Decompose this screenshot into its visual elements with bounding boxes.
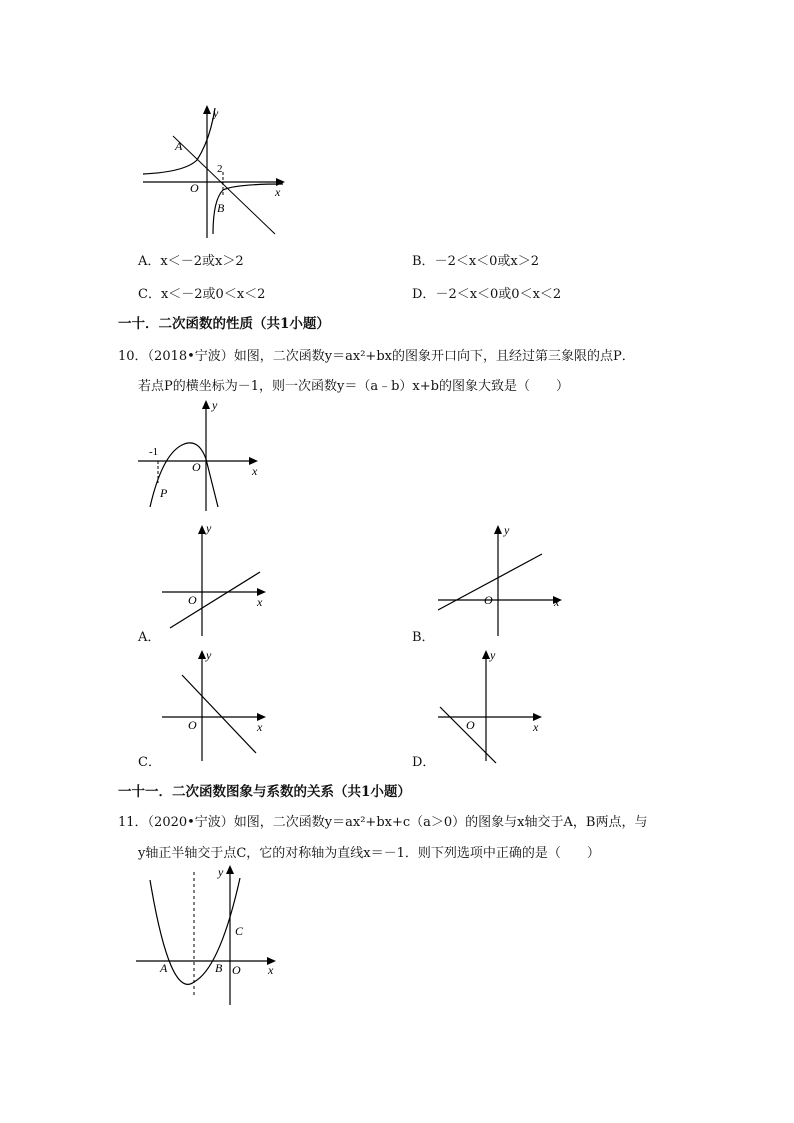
section-10-heading: 一十．二次函数的性质（共1小题） <box>118 316 330 332</box>
origin-label: O <box>484 593 493 607</box>
y-axis-label: y <box>213 106 219 120</box>
q9-option-b[interactable] <box>412 250 539 269</box>
point-a-label: A <box>175 139 183 153</box>
origin-label: O <box>192 460 201 474</box>
q11-stem-line-2: y轴正半轴交于点C，它的对称轴为直线x＝－1．则下列选项中正确的是（ ） <box>138 846 600 861</box>
q10-stem-line-2: 若点P的横坐标为－1，则一次函数y＝（a﹣b）x+b的图象大致是（ ） <box>138 379 569 394</box>
q10-stem-line-1: 10．（2018•宁波）如图，二次函数y＝ax²+bx的图象开口向下，且经过第三象限的点P． <box>118 349 635 364</box>
option-letter: B． <box>412 254 435 269</box>
q11-figure <box>130 860 290 1010</box>
x-axis-label: x <box>257 720 263 734</box>
q11-stem-line-1: 11．（2020•宁波）如图，二次函数y＝ax²+bx+c（a＞0）的图象与x轴交于A，B两点，与 <box>118 815 648 830</box>
point-p-label: P <box>160 486 168 500</box>
y-axis-label: y <box>206 648 212 662</box>
x-axis-label: x <box>533 720 539 734</box>
q10-option-c-graph[interactable] <box>158 645 278 765</box>
point-b-label: B <box>215 961 223 975</box>
q9-figure <box>135 100 295 240</box>
y-axis-label: y <box>218 865 224 879</box>
q9-option-a[interactable] <box>138 250 244 269</box>
option-letter: D． <box>412 287 436 302</box>
origin-label: O <box>188 593 197 607</box>
section-11-heading: 一十一．二次函数图象与系数的关系（共1小题） <box>118 784 411 800</box>
origin-label: O <box>232 963 241 977</box>
option-text: x＜－2或x＞2 <box>160 254 244 269</box>
x-axis-label: x <box>252 464 258 478</box>
option-text: －2＜x＜0或0＜x＜2 <box>435 287 562 302</box>
q10-option-a-label[interactable]: A． <box>138 630 161 645</box>
x-axis-label: x <box>268 963 274 977</box>
origin-label: O <box>466 718 475 732</box>
point-c-label: C <box>235 924 244 938</box>
option-letter: A． <box>138 254 161 269</box>
q10-option-c-label[interactable]: C． <box>138 755 161 770</box>
y-axis-label: y <box>504 523 510 537</box>
q10-option-d-label[interactable]: D． <box>412 755 436 770</box>
q10-option-d-graph[interactable] <box>434 645 554 765</box>
q10-option-b-graph[interactable] <box>434 520 574 640</box>
y-axis-label: y <box>212 398 218 412</box>
point-a-label: A <box>160 961 168 975</box>
q10-option-b-label[interactable]: B． <box>412 630 435 645</box>
tick-neg1-label: -1 <box>149 446 159 458</box>
x-axis-label: x <box>275 185 281 199</box>
q9-option-d[interactable] <box>412 283 561 302</box>
q10-figure <box>132 395 272 515</box>
option-text: －2＜x＜0或x＞2 <box>434 254 540 269</box>
x-axis-label: x <box>554 595 560 609</box>
q10-option-a-graph[interactable] <box>158 520 278 640</box>
option-letter: C． <box>138 287 161 302</box>
q9-option-c[interactable] <box>138 283 265 302</box>
origin-label: O <box>188 718 197 732</box>
x-axis-label: x <box>257 595 263 609</box>
origin-label: O <box>190 181 199 195</box>
option-text: x＜－2或0＜x＜2 <box>160 287 266 302</box>
tick-2-label: 2 <box>217 163 223 175</box>
y-axis-label: y <box>490 648 496 662</box>
point-b-label: B <box>217 201 225 215</box>
y-axis-label: y <box>206 521 212 535</box>
